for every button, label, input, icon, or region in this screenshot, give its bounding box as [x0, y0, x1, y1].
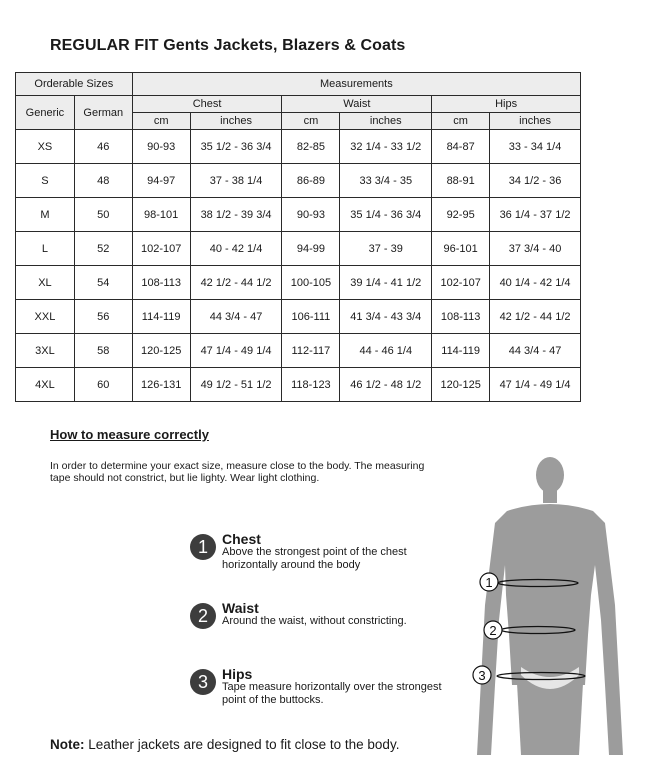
- orderable-sizes-header: Orderable Sizes: [16, 73, 133, 96]
- step-heading: Waist: [222, 600, 259, 616]
- hips-cm: 88-91: [432, 164, 490, 198]
- hips-cm: 96-101: [432, 232, 490, 266]
- german-size: 58: [74, 334, 132, 368]
- step-number: 1: [190, 534, 216, 560]
- table-row: [16, 368, 581, 402]
- hips-cm: 120-125: [432, 368, 490, 402]
- german-size: 48: [74, 164, 132, 198]
- waist-cm: 82-85: [282, 130, 340, 164]
- waist-inches: 39 1/4 - 41 1/2: [340, 266, 432, 300]
- chest-inches: 35 1/2 - 36 3/4: [190, 130, 282, 164]
- table-row: [16, 198, 581, 232]
- chest-cm: 90-93: [132, 130, 190, 164]
- note: [50, 737, 399, 752]
- body-silhouette: [477, 457, 623, 755]
- german-size: 54: [74, 266, 132, 300]
- german-size: 50: [74, 198, 132, 232]
- measurements-header: Measurements: [132, 73, 580, 96]
- chest-cm: 94-97: [132, 164, 190, 198]
- generic-size: XXL: [16, 300, 75, 334]
- step-heading: Chest: [222, 531, 261, 547]
- table-row: [16, 300, 581, 334]
- hips-cm-header: cm: [432, 113, 490, 130]
- german-size: 60: [74, 368, 132, 402]
- hips-inches: 36 1/4 - 37 1/2: [490, 198, 581, 232]
- generic-size: S: [16, 164, 75, 198]
- chest-inches: 40 - 42 1/4: [190, 232, 282, 266]
- generic-size: XL: [16, 266, 75, 300]
- hips-inches: 40 1/4 - 42 1/4: [490, 266, 581, 300]
- hips-cm: 102-107: [432, 266, 490, 300]
- chest-inches: 49 1/2 - 51 1/2: [190, 368, 282, 402]
- table-row: [16, 164, 581, 198]
- figure-label-2: 2: [489, 623, 497, 638]
- hips-cm: 114-119: [432, 334, 490, 368]
- chest-cm: 114-119: [132, 300, 190, 334]
- chest-cm: 126-131: [132, 368, 190, 402]
- waist-inches: 32 1/4 - 33 1/2: [340, 130, 432, 164]
- page-title: REGULAR FIT Gents Jackets, Blazers & Coats: [50, 37, 406, 54]
- table-row: [16, 334, 581, 368]
- hips-inches: 33 - 34 1/4: [490, 130, 581, 164]
- generic-header: Generic: [16, 96, 75, 130]
- german-size: 56: [74, 300, 132, 334]
- waist-inches: 35 1/4 - 36 3/4: [340, 198, 432, 232]
- body-figure-illustration: [455, 455, 645, 755]
- generic-size: L: [16, 232, 75, 266]
- hips-cm: 92-95: [432, 198, 490, 232]
- waist-inches: 44 - 46 1/4: [340, 334, 432, 368]
- chest-inches: 47 1/4 - 49 1/4: [190, 334, 282, 368]
- step-description: Above the strongest point of the chest horizontally around the body: [222, 546, 407, 571]
- waist-inches-header: inches: [340, 113, 432, 130]
- generic-size: 4XL: [16, 368, 75, 402]
- chest-inches-header: inches: [190, 113, 282, 130]
- waist-cm: 112-117: [282, 334, 340, 368]
- step-description: Around the waist, without constricting.: [222, 615, 407, 627]
- hips-cm: 108-113: [432, 300, 490, 334]
- table-row: [16, 130, 581, 164]
- table-row: [16, 266, 581, 300]
- chest-inches: 42 1/2 - 44 1/2: [190, 266, 282, 300]
- hips-inches-header: inches: [490, 113, 581, 130]
- chest-cm: 98-101: [132, 198, 190, 232]
- note-text: Leather jackets are designed to fit close to the body.: [84, 737, 400, 752]
- waist-header: Waist: [282, 96, 432, 113]
- waist-cm: 90-93: [282, 198, 340, 232]
- chest-inches: 44 3/4 - 47: [190, 300, 282, 334]
- german-header: German: [74, 96, 132, 130]
- waist-cm: 106-111: [282, 300, 340, 334]
- hips-inches: 42 1/2 - 44 1/2: [490, 300, 581, 334]
- chest-inches: 38 1/2 - 39 3/4: [190, 198, 282, 232]
- waist-cm-header: cm: [282, 113, 340, 130]
- note-label: Note:: [50, 737, 85, 752]
- figure-label-3: 3: [478, 668, 486, 683]
- hips-inches: 44 3/4 - 47: [490, 334, 581, 368]
- waist-cm: 118-123: [282, 368, 340, 402]
- german-size: 46: [74, 130, 132, 164]
- step-number: 3: [190, 669, 216, 695]
- german-size: 52: [74, 232, 132, 266]
- waist-inches: 46 1/2 - 48 1/2: [340, 368, 432, 402]
- hips-inches: 34 1/2 - 36: [490, 164, 581, 198]
- chest-cm-header: cm: [132, 113, 190, 130]
- generic-size: 3XL: [16, 334, 75, 368]
- figure-label-1: 1: [485, 575, 493, 590]
- waist-inches: 37 - 39: [340, 232, 432, 266]
- waist-inches: 33 3/4 - 35: [340, 164, 432, 198]
- waist-cm: 94-99: [282, 232, 340, 266]
- chest-cm: 102-107: [132, 232, 190, 266]
- chest-header: Chest: [132, 96, 282, 113]
- table-row: [16, 232, 581, 266]
- hips-inches: 37 3/4 - 40: [490, 232, 581, 266]
- hips-cm: 84-87: [432, 130, 490, 164]
- waist-inches: 41 3/4 - 43 3/4: [340, 300, 432, 334]
- step-number: 2: [190, 603, 216, 629]
- waist-cm: 86-89: [282, 164, 340, 198]
- generic-size: M: [16, 198, 75, 232]
- chest-cm: 120-125: [132, 334, 190, 368]
- waist-cm: 100-105: [282, 266, 340, 300]
- step-description: Tape measure horizontally over the strongest point of the buttocks.: [222, 681, 442, 706]
- size-table: [15, 72, 581, 402]
- hips-header: Hips: [432, 96, 581, 113]
- chest-inches: 37 - 38 1/4: [190, 164, 282, 198]
- hips-inches: 47 1/4 - 49 1/4: [490, 368, 581, 402]
- step-heading: Hips: [222, 666, 253, 682]
- chest-cm: 108-113: [132, 266, 190, 300]
- howto-heading: How to measure correctly: [50, 427, 209, 442]
- howto-intro: In order to determine your exact size, measure close to the body. The measuring tape should not constrict, but lie lighty. Wear light clothing.: [50, 460, 425, 484]
- generic-size: XS: [16, 130, 75, 164]
